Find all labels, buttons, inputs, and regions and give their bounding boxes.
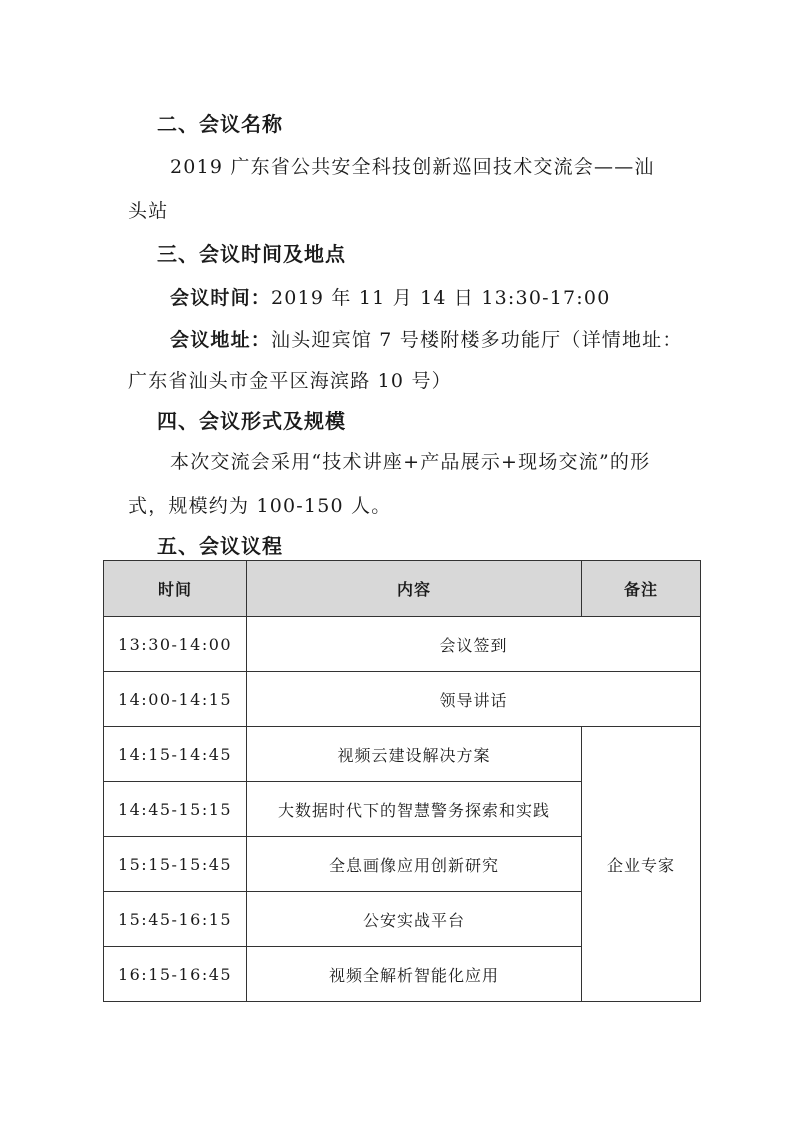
row-time: 15:15-15:45 (104, 837, 247, 892)
section-3-heading: 三、会议时间及地点 (157, 242, 346, 266)
row-time: 16:15-16:45 (104, 947, 247, 1002)
meeting-time-line (170, 283, 611, 310)
meeting-time-label: 会议时间： (170, 287, 272, 309)
section-5-heading: 五、会议议程 (157, 534, 283, 558)
row-content: 领导讲话 (247, 672, 701, 727)
section-2-heading: 二、会议名称 (157, 112, 283, 136)
row-content: 大数据时代下的智慧警务探索和实践 (247, 782, 582, 837)
meeting-address-label: 会议地址： (170, 329, 272, 351)
header-remark: 备注 (582, 561, 701, 617)
table-row (104, 672, 701, 727)
table-row (104, 617, 701, 672)
meeting-name-line-2: 头站 (128, 200, 169, 222)
meeting-address-line-1 (170, 325, 683, 352)
row-content: 视频云建设解决方案 (247, 727, 582, 782)
header-content: 内容 (247, 561, 582, 617)
row-time: 14:45-15:15 (104, 782, 247, 837)
meeting-format-line-2: 式，规模约为 100-150 人。 (128, 495, 392, 517)
row-time: 14:15-14:45 (104, 727, 247, 782)
row-content: 全息画像应用创新研究 (247, 837, 582, 892)
meeting-address-value-1: 汕头迎宾馆 7 号楼附楼多功能厅（详情地址： (271, 329, 683, 351)
meeting-time-value: 2019 年 11 月 14 日 13:30-17:00 (271, 287, 611, 309)
agenda-header-row (104, 561, 701, 617)
agenda-table (103, 560, 701, 1002)
row-time: 13:30-14:00 (104, 617, 247, 672)
row-time: 15:45-16:15 (104, 892, 247, 947)
meeting-address-line-2: 广东省汕头市金平区海滨路 10 号） (128, 370, 452, 392)
table-row (104, 727, 701, 782)
row-content: 会议签到 (247, 617, 701, 672)
meeting-format-line-1: 本次交流会采用“技术讲座+产品展示+现场交流”的形 (170, 451, 651, 473)
row-content: 公安实战平台 (247, 892, 582, 947)
row-time: 14:00-14:15 (104, 672, 247, 727)
section-4-heading: 四、会议形式及规模 (157, 409, 346, 433)
meeting-name-line-1: 2019 广东省公共安全科技创新巡回技术交流会——汕 (170, 156, 655, 178)
row-remark-merged: 企业专家 (582, 727, 701, 1002)
header-time: 时间 (104, 561, 247, 617)
row-content: 视频全解析智能化应用 (247, 947, 582, 1002)
